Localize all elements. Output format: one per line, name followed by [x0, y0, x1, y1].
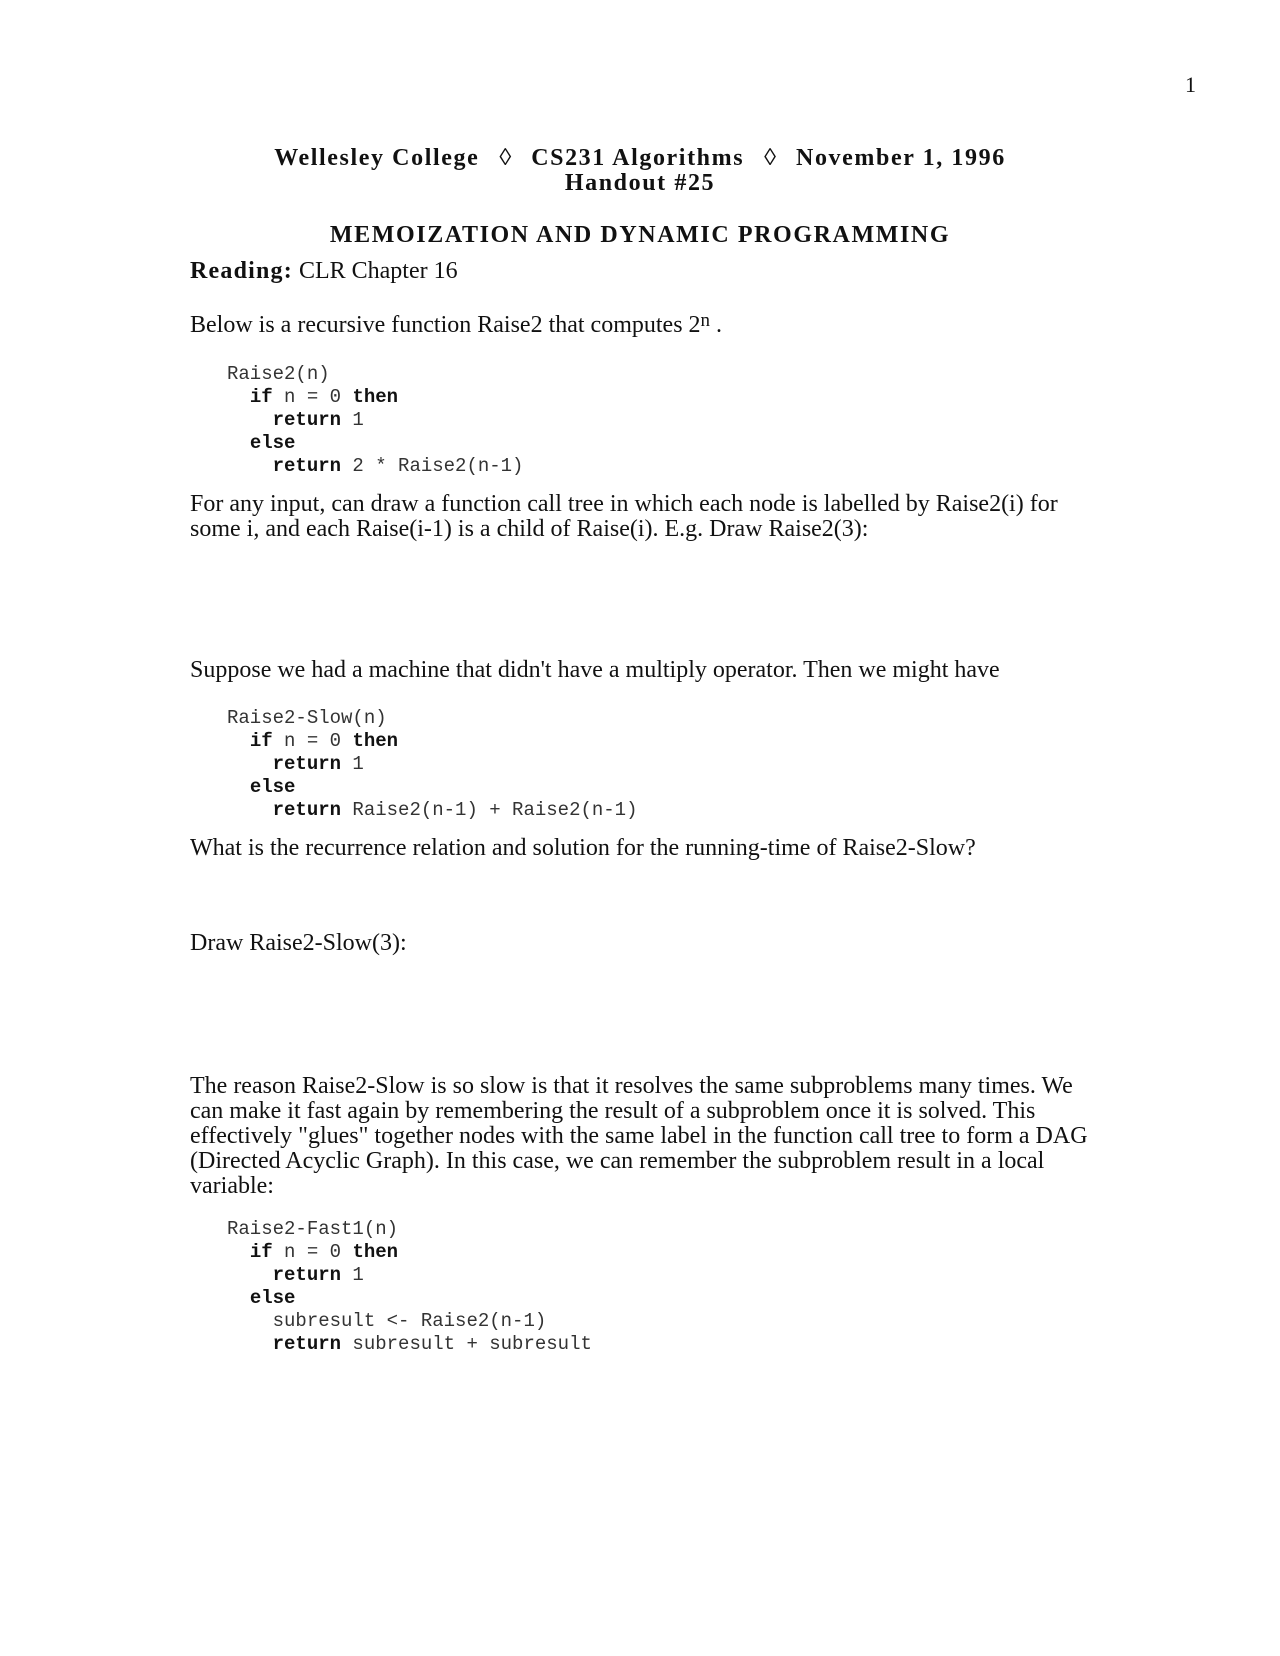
- code-line: subresult <- Raise2(n-1): [272, 1310, 547, 1332]
- handout-date: November 1, 1996: [796, 145, 1006, 171]
- exponent: n: [700, 310, 711, 331]
- code-keyword: if: [249, 730, 273, 752]
- code-line: Raise2(n-1) + Raise2(n-1): [341, 799, 638, 821]
- code-line: 1: [341, 1264, 364, 1286]
- recurrence-question: What is the recurrence relation and solution for the running-time of Raise2-Slow?: [190, 835, 976, 861]
- diamond-separator: ◊: [499, 145, 512, 171]
- code-keyword: return: [272, 1264, 342, 1286]
- draw-slow-prompt: Draw Raise2-Slow(3):: [190, 930, 407, 956]
- code-raise2: [227, 363, 523, 478]
- code-raise2-slow: [227, 707, 637, 822]
- code-line: Raise2(n): [227, 363, 330, 385]
- intro-end: .: [710, 312, 723, 338]
- diamond-separator: ◊: [764, 145, 777, 171]
- code-line: n = 0: [272, 730, 353, 752]
- intro-text: Below is a recursive function Raise2 that computes 2: [190, 312, 701, 338]
- code-keyword: then: [352, 386, 399, 408]
- code-keyword: else: [249, 1287, 296, 1309]
- code-keyword: return: [272, 409, 342, 431]
- course-name: CS231 Algorithms: [531, 145, 745, 171]
- header-line: [0, 146, 1280, 171]
- code-keyword: return: [272, 1333, 342, 1355]
- multiply-paragraph: Suppose we had a machine that didn't have a multiply operator. Then we might have: [190, 657, 1000, 683]
- page-title: MEMOIZATION AND DYNAMIC PROGRAMMING: [329, 222, 951, 248]
- code-line: n = 0: [272, 1241, 353, 1263]
- code-keyword: else: [249, 432, 296, 454]
- call-tree-paragraph: For any input, can draw a function call tree in which each node is labelled by Raise2(i) for some i, and each Raise(i-1) is a child of Raise(i). E.g. Draw Raise2(3):: [190, 491, 1058, 542]
- code-line: 1: [341, 409, 364, 431]
- handout-number: Handout #25: [564, 170, 716, 196]
- intro-paragraph: [190, 310, 1110, 338]
- handout-header: [0, 146, 1280, 196]
- reading-text: CLR Chapter 16: [298, 258, 458, 284]
- code-raise2-fast1: [227, 1218, 592, 1356]
- code-keyword: else: [249, 776, 296, 798]
- code-line: 1: [341, 753, 364, 775]
- code-keyword: return: [272, 753, 342, 775]
- code-keyword: if: [249, 386, 273, 408]
- reason-paragraph: The reason Raise2-Slow is so slow is that it resolves the same subproblems many times. We can make it fast again by remembering the result of a subproblem once it is solved. This effectively "glues" together nodes with the same label in the function call tree to form a DAG (Directed Acyclic Graph). In this case, we can remember the subproblem result in a local variable:: [190, 1073, 1088, 1199]
- page-number: 1: [1185, 72, 1196, 97]
- code-keyword: if: [249, 1241, 273, 1263]
- code-line: Raise2-Fast1(n): [227, 1218, 399, 1240]
- code-line: 2 * Raise2(n-1): [341, 455, 524, 477]
- college-name: Wellesley College: [274, 145, 480, 171]
- reading-line: [190, 259, 1110, 284]
- code-keyword: return: [272, 799, 342, 821]
- code-keyword: then: [352, 730, 399, 752]
- code-line: n = 0: [272, 386, 353, 408]
- code-line: Raise2-Slow(n): [227, 707, 387, 729]
- code-keyword: then: [352, 1241, 399, 1263]
- reading-label: Reading:: [190, 258, 293, 284]
- code-line: subresult + subresult: [341, 1333, 592, 1355]
- code-keyword: return: [272, 455, 342, 477]
